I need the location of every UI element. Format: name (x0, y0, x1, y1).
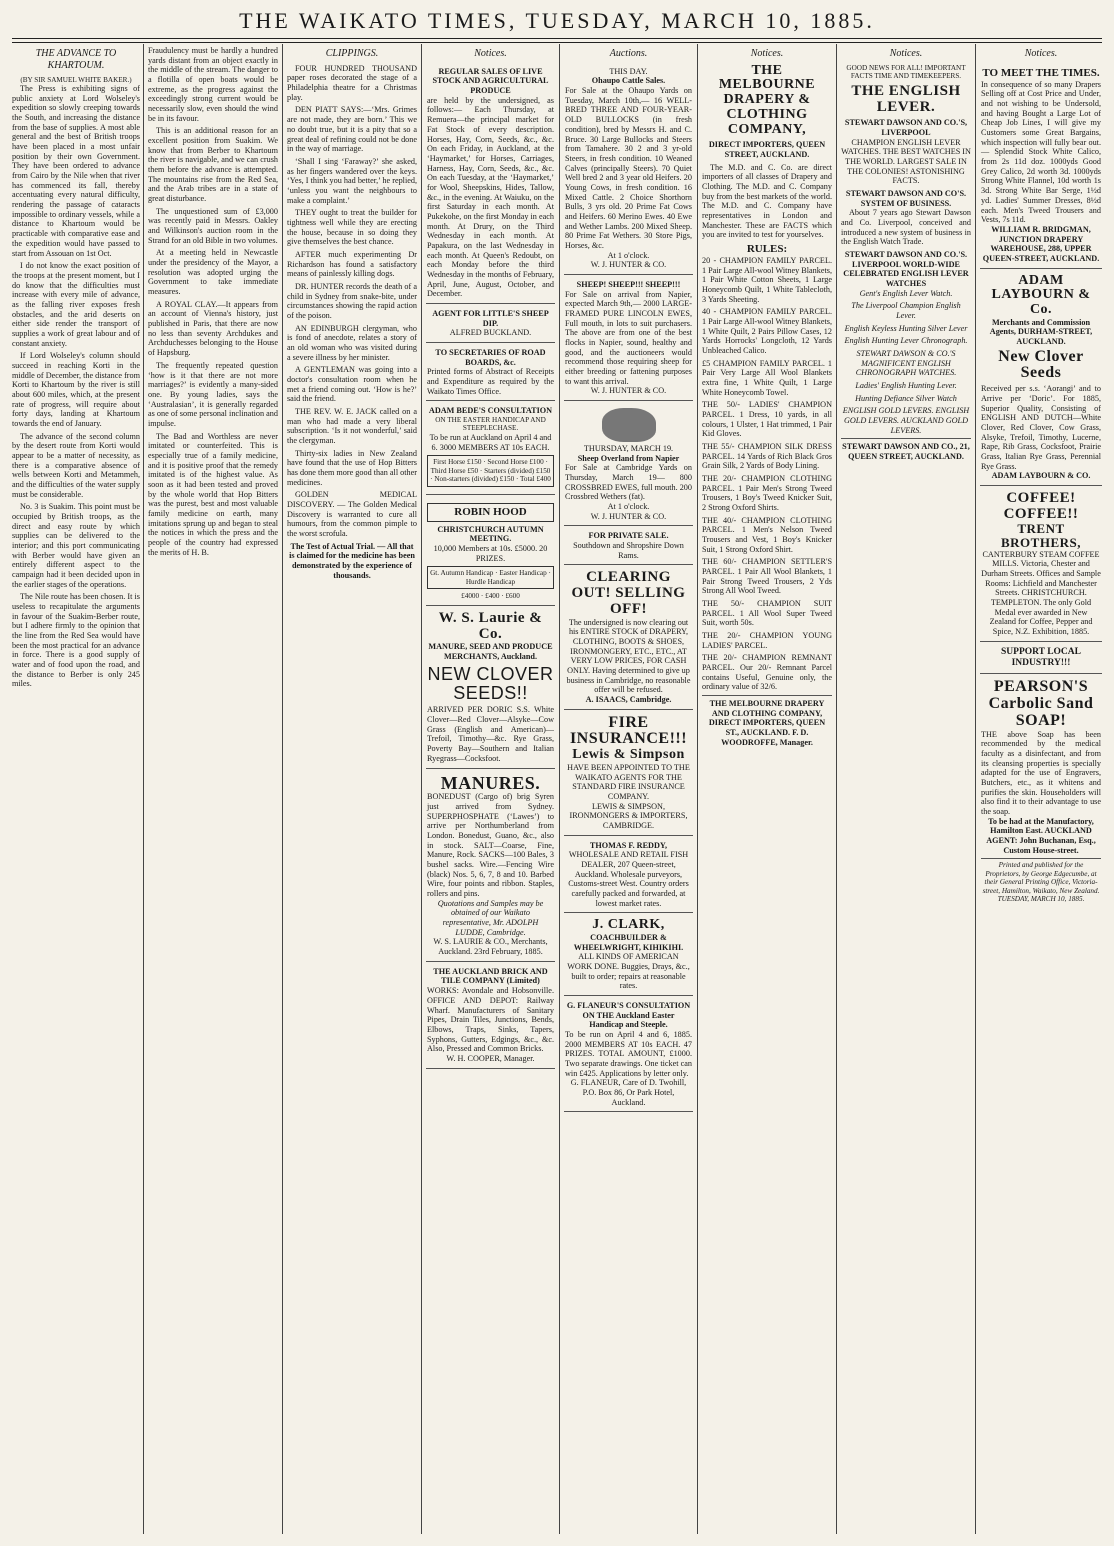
section-heading: CLIPPINGS. (325, 48, 379, 59)
article-paragraph: At a meeting held in Newcastle under the presidency of the Mayor, a resolution was adopted urging the Government to take immediate measures. (148, 248, 278, 297)
column-2 (148, 46, 278, 1534)
article-paragraph: The frequently repeated question ‘how is it that there are not more marriages?’ is evidently a many-sided one. By young ladies, says the ‘Australasian’, it is generally regarded as one of some personal inclination and impulse. (148, 360, 278, 428)
clipping: THEY ought to treat the builder for tightness well while they are erecting the house, because in so doing they give themselves the best chance. (287, 208, 417, 247)
article-paragraph: If Lord Wolseley's column should succeed in reaching Korti in the middle of December, the distance from Korti to Khartoum by the river is still about 600 miles, which, at the present rate of progress, will require about forty days, landing at Khartoum towards the end of January. (12, 351, 140, 428)
parcel-item: THE 55/- CHAMPION SILK DRESS PARCEL. 14 Yards of Rich Black Gros Grain Silk, 2 Yards of Body Lining. (702, 442, 832, 471)
column-rule (143, 44, 144, 1534)
ad-title: REGULAR SALES OF LIVE STOCK AND AGRICULTURAL PRODUCE (432, 66, 549, 96)
watch-item: Ladies' English Hunting Lever. (855, 381, 957, 391)
clipping: AFTER much experimenting Dr Richardson has found a satisfactory means of painlessly killing dogs. (287, 249, 417, 279)
road-boards-ad (426, 345, 555, 401)
column-7 (841, 46, 971, 1534)
column-6 (702, 46, 832, 1534)
section-heading: Notices. (1024, 48, 1058, 59)
fire-insurance-ad (564, 712, 693, 836)
private-sale-ad (564, 528, 693, 565)
column-rule (559, 44, 560, 1534)
ad-subtitle: ON THE Auckland Easter Handicap and Steeple. (582, 1010, 675, 1030)
ad-title: THOMAS F. REDDY, (589, 840, 668, 850)
article-paragraph: The Nile route has been chosen. It is useless to recapitulate the arguments in favour of the Suakim-Berber route, but I adhere firmly to the opinion that the line from the Red Sea would have been the most practical for an advance in force. There is a good supply of water and of food upon the road, and the distance to Berber is only 245 miles. (12, 592, 140, 689)
ad-body: For Sale on arrival from Napier, expected March 9th,— 2000 LARGE-FRAMED PURE LINCOLN EWES, Full mouth, in lots to suit purchasers. The above are from one of the best flocks in Napier, sound, healthy and good, and the auctioneers would recommend those requiring sheep for either breeding or fattening purposes to want this arrival. (565, 289, 692, 386)
ad-title: G. FLANEUR'S CONSULTATION (566, 1001, 691, 1011)
parcel-item: THE 50/- LADIES' CHAMPION PARCEL. 1 Dress, 10 yards, in all colours, 1 Ulster, 1 Hat trimmed, 1 Pair Kid Gloves. (702, 400, 832, 439)
watch-tagline: GOOD NEWS FOR ALL! IMPORTANT FACTS TIME AND TIMEKEEPERS. (846, 63, 966, 81)
masthead-title: THE WAIKATO TIMES, TUESDAY, MARCH 10, 1885. (239, 8, 875, 33)
clipping-heading: The Test of Actual Trial. — All that is claimed for the medicine has been demonstrated by the experience of thousands. (289, 541, 415, 580)
section-heading: Auctions. (609, 48, 648, 59)
napier-sheep-ad (564, 403, 693, 526)
watch-signature: STEWART DAWSON AND CO'S. SYSTEM OF BUSINESS. (845, 188, 967, 208)
ad-title: THE AUCKLAND BRICK AND TILE COMPANY (Limited) (433, 966, 548, 986)
parcel-item: 40 - CHAMPION FAMILY PARCEL. 1 Pair Large All-wool Witney Blankets, 1 White Quilt, 2 Pairs Pillow Cases, 12 Yards Horrocks' Longcloth, 12 Yards Unbleached Calico. (702, 307, 832, 355)
coffee-ad (980, 488, 1102, 642)
ad-time: At 1 o'clock. (607, 250, 650, 260)
flaneur-ad (564, 998, 693, 1112)
ad-title: ADAM LAYBOURN & Co. (991, 272, 1091, 317)
ad-title: ADAM BEDE'S CONSULTATION (428, 406, 553, 416)
ad-subtitle: Lewis & Simpson (572, 747, 685, 763)
parcel-item: THE 60/- CHAMPION SETTLER'S PARCEL. 1 Pair All Wool Blankets, 1 Pair Strong Tweed Trousers, 2 Yds Strong All Wool Tweed. (702, 557, 832, 596)
ad-signature: W. S. LAURIE & CO., Merchants, Auckland. 23rd February, 1885. (433, 937, 548, 957)
robin-hood-ad (426, 497, 555, 606)
column-4 (426, 46, 555, 1534)
ad-body: Received per s.s. ‘Aorangi’ and to Arrive per ‘Doric’. For 1885, Superior Quality, Consisting of ENGLISH AND DUTCH—White Clover, Red Clover, Cow Grass, Alsyke, Trefoil, Timothy, Lucerne, Rape, Rib Grass, Cocksfoot, Prairie Grass, Italian Rye Grass, Perennial Rye Grass. (981, 384, 1101, 471)
parcel-item: THE 50/- CHAMPION SUIT PARCEL. 1 All Wool Super Tweed Suit, worth 50s. (702, 599, 832, 628)
watch-subtitle: STEWART DAWSON AND CO.'S, LIVERPOOL (844, 118, 968, 137)
ad-subtitle: TRENT BROTHERS, (1001, 521, 1081, 551)
ad-signature: G. FLANEUR, Care of D. Twohill, P.O. Box 86, Or Park Hotel, Auckland. (570, 1078, 687, 1107)
ad-body: are held by the undersigned, as follows:— Each Thursday, at Remuera—the principal market for Fat Stock of every description. Horses, Hay, Corn, Seeds, &c., &c. On each Friday, in Auckland, at the ‘Haymarket,’ for Horses, Carriages, Harness, Hay, Corn, Seeds, &c., &c. On each Tuesday, at the ‘Haymarket,’ for Wool, Sheepskins, Hides, Tallow, &c., in the evening. At Waiuku, on the first Saturday in each month. At Pukekohe, on the first Monday in each month. At Drury, on the Third Wednesday in each month. At Papakura, on the last Wednesday in each month. At Queen's Redoubt, on each Monday before the third Wednesday in the months of February, April, June, August, October, and December. (427, 95, 554, 299)
column-1 (12, 46, 140, 1534)
ad-title: TO MEET THE TIMES. (982, 66, 1100, 79)
parcel-item: THE 20/- CHAMPION REMNANT PARCEL. Our 20/- Remnant Parcel contains Useful, Genuine only, the ordinary value of 32/6. (702, 653, 832, 692)
masthead-rule-bottom (12, 42, 1102, 43)
section-heading: Notices. (889, 48, 923, 59)
ad-body: 10,000 Members at 10s. £5000. 20 PRIZES. (433, 544, 548, 563)
article-paragraph: The unquestioned sum of £3,000 was recently paid in Messrs. Oakley and Wilkinson's auction room in the Strand for an old Bible in two volumes. (148, 206, 278, 245)
local-industry-ad (980, 644, 1102, 674)
ad-body: WORKS: Avondale and Hobsonville. OFFICE AND DEPOT: Railway Wharf. Manufacturers of Sanitary Pipes, Drain Tiles, Junctions, Bends, Elbows, Traps, Sinks, Tapers, Syphons, Gutters, Edgings, &c., &c. Also, Pressed and Common Bricks. (427, 986, 554, 1054)
drapery-footer: THE MELBOURNE DRAPERY AND CLOTHING COMPANY, DIRECT IMPORTERS, QUEEN ST., AUCKLAND. F. D. WOODROFFE, Manager. (702, 695, 832, 747)
section-heading: Notices. (750, 48, 784, 59)
watch-signature: STEWART DAWSON AND CO.'S. LIVERPOOL WORLD-WIDE CELEBRATED ENGLISH LEVER WATCHES (843, 250, 969, 289)
ad-title: TO SECRETARIES OF ROAD BOARDS, &c. (435, 347, 546, 367)
ad-body: CANTERBURY STEAM COFFEE MILLS. Victoria, Chester and Durham Streets. Offices and Sample Rooms: Lichfield and Manchester Streets. CHRISTCHURCH. TEMPLETON. The only Gold Medal ever awarded in New Zealand for Coffee, Pepper and Spice, N.Z. Exhibition, 1885. (981, 549, 1101, 637)
parcel-item: THE 40/- CHAMPION CLOTHING PARCEL. 1 Men's Nelson Tweed Trousers and Vest, 1 Boy's Knicker Suit, 1 Strong Oxford Shirt. (702, 515, 832, 554)
ad-body: ARRIVED PER DORIC S.S. White Clover—Red Clover—Alsyke—Cow Grass (English and American)—Trefoil, Timothy—&c. Rye Grass, Poverty Bay—Southern and Italian Ryegrass—Cocksfoot. (427, 705, 554, 763)
clark-ad (564, 915, 693, 996)
ad-title: PEARSON'S Carbolic Sand SOAP! (988, 678, 1094, 729)
ad-body: ALL KINDS OF AMERICAN WORK DONE. Buggies, Drays, &c., built to order; repairs at reasonable rates. (567, 952, 690, 991)
parcel-item: 20 - CHAMPION FAMILY PARCEL. 1 Pair Large All-wool Witney Blankets, 1 Pair White Cotton Sheets, 1 Large Honeycomb Quilt, 1 White Tablecloth, 3 Yards Sheeting. (702, 255, 832, 304)
clipping: AN EDINBURGH clergyman, who is fond of anecdote, relates a story of an old woman who was visited during a severe illness by her minister. (287, 323, 417, 362)
ad-subtitle: Merchants and Commission Agents, DURHAM-STREET, AUCKLAND. (989, 317, 1093, 346)
article-heading: THE ADVANCE TO KHARTOUM. (35, 48, 117, 71)
watch-body: CHAMPION ENGLISH LEVER WATCHES. THE BEST WATCHES IN THE WORLD. LARGEST SALE IN THE COLONIES! ASTONISHING FACTS. (841, 137, 971, 186)
article-paragraph: The Bad and Worthless are never imitated or counterfeited. This is especially true of a family medicine, and it is positive proof that the remedy imitated is of the highest value. As soon as it had been tested and proved by the whole world that Hop Bitters was the purest, best and most valuable family medicine on earth, many imitations sprung up and began to steal the notices in which the press and the people of the country had expressed the merits of H. B. (148, 431, 278, 557)
ad-subtitle: CHRISTCHURCH AUTUMN MEETING. (437, 524, 544, 544)
ad-signature: W. J. HUNTER & CO. (590, 260, 667, 270)
ad-title: FOR PRIVATE SALE. (588, 531, 669, 541)
clipping: THE REV. W. E. JACK called on a man who had made a very liberal subscription. ‘Is it not wonderful,’ said the clergyman. (287, 406, 417, 445)
parcel-item: THE 20/- CHAMPION YOUNG LADIES' PARCEL. (702, 631, 832, 650)
article-paragraph: The advance of the second column by the desert route from Korti would appear to be a matter of necessity, as there is a comparative absence of wells between Korti and Metammeh, and the difficulties of the water supply must be considerable. (12, 431, 140, 499)
ad-title: CLEARING OUT! SELLING OFF! (571, 569, 686, 617)
stock-sales-ad (426, 64, 555, 304)
laybourn-ad (980, 271, 1102, 486)
brick-tile-ad (426, 964, 555, 1069)
ad-signature: W. J. HUNTER & CO. (590, 386, 667, 396)
watch-footer: STEWART DAWSON AND CO., 21, QUEEN STREET, AUCKLAND. (841, 438, 971, 461)
column-3 (287, 46, 417, 1534)
ad-title: J. CLARK, (592, 917, 665, 933)
column-rule (282, 44, 283, 1534)
ad-title: SHEEP! SHEEP!!! SHEEP!!! (576, 279, 681, 289)
ad-signature: A. ISAACS, Cambridge. (585, 694, 672, 704)
article-byline: (BY SIR SAMUEL WHITE BAKER.) (20, 75, 132, 84)
sheep-illustration (602, 408, 656, 442)
article-paragraph: I do not know the exact position of the troops at the present moment, but I do know that the difficulties must increase with every mile of advance, as the falling river exposes fresh obstacles, and the arid deserts on either side render the transport of supplies a work of great labour and of constant anxiety. (12, 261, 140, 348)
ad-signature: W. J. HUNTER & CO. (590, 511, 667, 521)
ad-body: For Sale at Cambridge Yards on Thursday, March 19— 800 CROSSBRED EWES, full mouth. 200 Crossbred Wethers (fat). (565, 463, 692, 502)
watch-item: Hunting Defiance Silver Watch (855, 393, 957, 403)
article-paragraph: Fraudulency must be hardly a hundred yards distant from an object exactly in the middle of the stream. The danger to a flotilla of open boats would be extreme, as the progress against the exceedingly strong current would be necessarily slow, even should the wind be in its favour. (148, 46, 278, 123)
watch-item: STEWART DAWSON & CO.'S MAGNIFICENT ENGLISH CHRONOGRAPH WATCHES. (855, 349, 957, 378)
watch-item: English Keyless Hunting Silver Lever (844, 323, 968, 333)
ad-body: HAVE BEEN APPOINTED TO THE WAIKATO AGENTS FOR THE STANDARD FIRE INSURANCE COMPANY. (567, 762, 690, 801)
column-rule (975, 44, 976, 1534)
parcel-item: THE 20/- CHAMPION CLOTHING PARCEL. 1 Pair Men's Strong Tweed Trousers, 1 Boy's Tweed Knicker Suit, 2 Strong Oxford Shirts. (702, 474, 832, 513)
reddy-ad (564, 838, 693, 914)
event-table: Gt. Autumn Handicap · Easter Handicap · Hurdle Handicap (427, 566, 554, 589)
clipping: Thirty-six ladies in New Zealand have found that the use of Hop Bitters has done them more good than all other medicines. (287, 448, 417, 487)
bridgman-ad (980, 64, 1102, 269)
clipping: FOUR HUNDRED THOUSAND paper roses decorated the stage of a Philadelphia theatre for a Christmas play. (287, 63, 417, 102)
ad-title: AGENT FOR LITTLE'S SHEEP DIP. (432, 308, 549, 328)
clipping: DR. HUNTER records the death of a child in Sydney from snake-bite, under circumstances showing the rapid action of the poison. (287, 281, 417, 320)
ad-body: For Sale at the Ohaupo Yards on Tuesday, March 10th,— 16 WELL-BRED THREE AND FOUR-YEAR-OLD BULLOCKS (in fresh condition), bred by Messrs H. and C. Bruce. 30 Large Bullocks and Steers from Tamahere. 30 2 and 3 yr-old Steers, in fresh condition. 10 Weaned Calves (principally Steers). 70 Quiet Well bred 2 and 3 year old Heifers. 20 Young Cows, in fresh condition. 16 Mixed Cattle. 2 Choice Shorthorn Bulls, 3 yrs old. 20 Prime Fat Cows and Heifers. 60 Merino Ewes. 40 Ewe and Wether Lambs. 200 Mixed Sheep. 80 Prime Fat Wethers. 30 Store Pigs, Horses, &c. (565, 86, 692, 250)
column-8 (980, 46, 1102, 1534)
column-rule (836, 44, 837, 1534)
ad-body: To be run at Auckland on April 4 and 6. 3000 MEMBERS AT 10s EACH. (429, 432, 552, 452)
rules-heading: RULES: (746, 242, 788, 255)
ad-subtitle: MANURE, SEED AND PRODUCE MERCHANTS, Auckland. (428, 642, 553, 662)
ad-title: THURSDAY, MARCH 19. (583, 443, 674, 453)
article-paragraph: A ROYAL CLAY.—It appears from an account of Vienna's history, just published in Paris, that there are now no less than seventy Archdukes and Archduchesses belonging to the House of Hapsburg. (148, 299, 278, 358)
ad-title: MANURES. (440, 772, 541, 793)
ad-body: Southdown and Shropshire Down Rams. (573, 541, 684, 560)
section-heading: Notices. (474, 48, 507, 59)
ad-body: THE above Soap has been recommended by the medical faculty as a disinfectant, and from its cleansing properties is specially adapted for the use of Engravers, Butchers, etc., as it whitens and purifies the skin. Householders will also find it to their advantage to use the soap. (981, 729, 1101, 816)
manures-ad (426, 771, 555, 962)
ad-title: W. S. Laurie & Co. (438, 609, 543, 642)
laurie-ad (426, 608, 555, 769)
pearsons-soap-ad (980, 676, 1102, 908)
ad-footnote: To be had at the Manufactory, Hamilton East. AUCKLAND AGENT: John Buchanan, Esq., Custom House-street. (986, 816, 1096, 855)
ad-subtitle: Ohaupo Cattle Sales. (591, 76, 666, 86)
ad-body: WHOLESALE AND RETAIL FISH DEALER, 207 Queen-street, Auckland. Wholesale purveyors, Customs-street West. Country orders carefully packed and forwarded, at lowest market rates. (568, 850, 689, 908)
drapery-intro: The M.D. and C. Co. are direct importers of all classes of Drapery and Clothing. The M.D. and C. Company buy from the best markets of the world. The M.D. and C. Company have representatives in London and Manchester. These are FACTS which you are invited to test for yourselves. (702, 162, 832, 240)
column-5 (564, 46, 693, 1534)
ad-signature: W. H. COOPER, Manager. (446, 1053, 535, 1063)
ad-body: Printed forms of Abstract of Receipts and Expenditure as required by the Waikato Times Office. (427, 367, 554, 396)
ad-subtitle: COACHBUILDER & WHEELWRIGHT, KIHIKIHI. (573, 933, 684, 952)
ad-body: The undersigned is now clearing out his ENTIRE STOCK of DRAPERY, CLOTHING, BOOTS & SHOES, IRONMONGERY, ETC., ETC., AT VERY LOW PRICES, FOR CASH ONLY. Having determined to give up business in Cambridge, no reasonable offer will be refused. (566, 617, 691, 695)
clipping: DEN PIATT SAYS:—‘Mrs. Grimes are not made, they are born.’ This we no doubt true, but it is a pity that so a great deal of refining could not be done in the way of marriage. (287, 105, 417, 154)
ad-title: FIRE INSURANCE!!! (569, 713, 688, 748)
watch-item: The Liverpool Champion English Lever. (851, 301, 961, 321)
watch-item: Gent's English Lever Watch. (859, 288, 953, 298)
drapery-subtitle: DIRECT IMPORTERS, QUEEN STREET, AUCKLAND. (708, 140, 826, 159)
masthead-rule-top (12, 38, 1102, 39)
ad-subtitle: Sheep Overland from Napier (577, 453, 680, 463)
ad-signature: WILLIAM R. BRIDGMAN, JUNCTION DRAPERY WAREHOUSE, 288, UPPER QUEEN-STREET, AUCKLAND. (982, 224, 1100, 263)
column-rule (421, 44, 422, 1534)
ad-title: THIS DAY. (609, 66, 648, 76)
ad-title: ROBIN HOOD (427, 503, 554, 522)
ad-body: In consequence of so many Drapers Selling off at Cost Price and Under, and not wishing to be Undersold, and having Bought a Large Lot of Cheap Job Lines, I will give my Customers some Great Bargains, which inspection will fully bear out.— Splendid Stock White Calico, from 2s 11d doz. 1000yds Good Grey Calico, 2d worth 3d. 1000yds Strong White Flannel, 10d worth 1s 3d. Strong White Bar Serge, 1½d yd. Ladies' Summer Dresses, 8½d each. Men's Tweed Trousers and Vests, 7s 11d. (981, 79, 1101, 225)
prize-table: First Horse £150 · Second Horse £100 · Third Horse £50 · Starters (divided) £150 · Non-starters (divided) £150 · Total £400 (427, 455, 554, 486)
ad-time: At 1 o'clock. (607, 502, 650, 511)
printer-imprint: Printed and published for the Proprietors, by George Edgecumbe, at their General Printing Office, Victoria-street, Hamilton, Waikato, New Zealand. TUESDAY, MARCH 10, 1885. (981, 858, 1101, 903)
article-paragraph: The Press is exhibiting signs of public anxiety at Lord Wolseley's expedition so slowly creeping towards the South, and increasing the distance from the base of supplies. A most able general and the best of British troops have been placed in a most unfair position by their own Government. They have been ordered to advance from Cairo by the Nile when that river has commenced its fall, thereby accentuating every natural difficulty, rendering the passage of cataracts impossible to ordinary vessels, while a distance to Khartoum would be practicable with comparative ease and the expedition would have passed to start from Assouan on 1st Oct. (12, 84, 140, 258)
sheep-sale-ad (564, 277, 693, 401)
ad-signature: ALFRED BUCKLAND. (449, 328, 532, 338)
ad-title: SUPPORT LOCAL INDUSTRY!!! (1001, 646, 1081, 668)
watch-title: THE ENGLISH LEVER. (851, 82, 961, 115)
ohaupo-sale-ad (564, 64, 693, 275)
ad-headline: NEW CLOVER SEEDS!! (427, 663, 554, 703)
ad-signature: LEWIS & SIMPSON, IRONMONGERS & IMPORTERS, CAMBRIDGE. (569, 801, 688, 830)
watch-body: About 7 years ago Stewart Dawson and Co. Liverpool, conceived and introduced a new system of business in the English Watch Trade. (841, 208, 971, 247)
ad-footnote: Quotations and Samples may be obtained of our Waikato representative, Mr. ADOLPH LUDDE, Cambridge. (437, 898, 544, 937)
clearing-out-ad (564, 567, 693, 709)
event-totals: £4000 · £400 · £600 (461, 592, 520, 601)
ad-subtitle: ON THE EASTER HANDICAP AND STEEPLECHASE. (435, 415, 546, 433)
clipping: ‘Shall I sing ‘Faraway?’ she asked, as her fingers wandered over the keys. ‘Yes, I think you had better,’ he replied, ‘unless you want the neighbours to make a complaint.’ (287, 156, 417, 205)
ad-headline: New Clover Seeds (998, 347, 1084, 382)
watch-item: English Hunting Lever Chronograph. (844, 336, 968, 346)
ad-body: To be run on April 4 and 6, 1885. 2000 MEMBERS AT 10s EACH. 47 PRIZES. TOTAL AMOUNT, £1000. Two separate drawings. One ticket can win £425. Applications by letter only. (565, 1030, 692, 1078)
clipping: A GENTLEMAN was going into a doctor's consultation room when he met a friend coming out. ‘How is he?’ said the friend. (287, 365, 417, 404)
article-paragraph: This is an additional reason for an excellent position from Suakim. We know that from Berber to Khartoum the river is navigable, and we can crush them before the advance is attempted. The mountains rise from the Red Sea, and the Arab tribes are in a state of great disturbance. (148, 126, 278, 204)
drapery-title: THE MELBOURNE DRAPERY & CLOTHING COMPANY, (718, 62, 816, 137)
ad-signature: ADAM LAYBOURN & CO. (991, 471, 1091, 481)
ad-title: COFFEE! COFFEE!! (1003, 489, 1079, 522)
ad-body: BONEDUST (Cargo of) brig Syren just arrived from Sydney. SUPERPHOSPHATE (‘Lawes’) to arrive per Northumberland from London. Bonedust, Guano, &c., also in stock. SALT—Coarse, Fine, Manure, Rock. SACKS—100 Bales, 3 bushel sacks. Wire.—Fencing Wire (black) Nos. 5, 6, 7, 8 and 10. Barbed Wire, four points and ribbon. Staples, rollers and pins. (427, 792, 554, 899)
parcel-item: £5 CHAMPION FAMILY PARCEL. 1 Pair Very Large All Wool Blankets extra fine, 1 White Quilt, 1 Large White Honeycomb Towel. (702, 358, 832, 397)
sheep-dip-ad (426, 306, 555, 343)
watch-item: ENGLISH GOLD LEVERS. ENGLISH GOLD LEVERS. AUCKLAND GOLD LEVERS. (842, 406, 970, 435)
consultation-ad (426, 403, 555, 494)
article-paragraph: No. 3 is Suakim. This point must be occupied by British troops, as the direct and easy route by which supplies can be delivered to the interior; and this port communicating with Berber would have given an entirely different aspect to the campaign had it been decided upon in the earlier stages of the operations. (12, 502, 140, 589)
clipping: GOLDEN MEDICAL DISCOVERY. — The Golden Medical Discovery is warranted to cure all humours, from the common pimple to the worst scrofula. (287, 490, 417, 539)
column-rule (697, 44, 698, 1534)
